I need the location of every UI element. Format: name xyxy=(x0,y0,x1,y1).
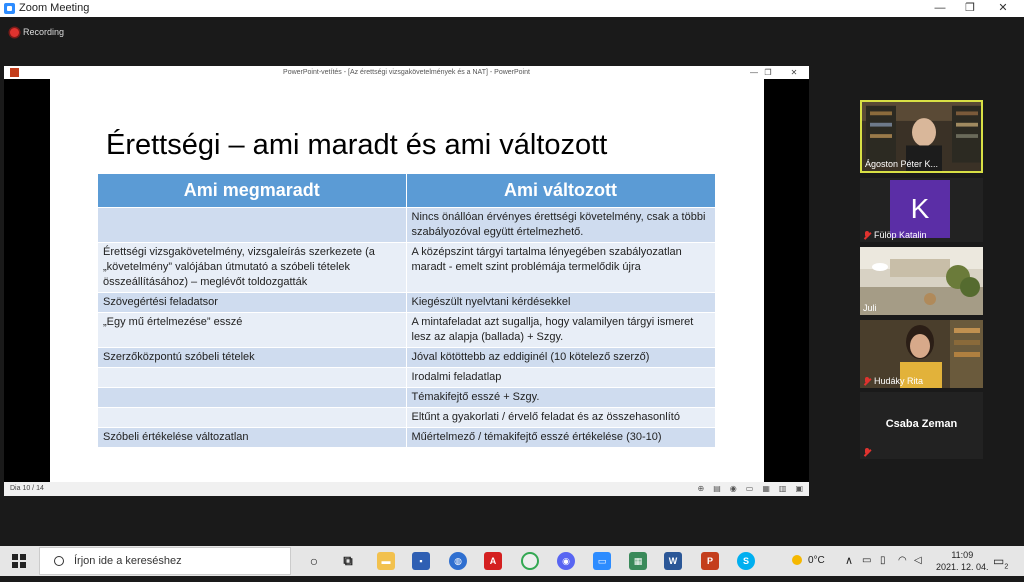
restore-button[interactable]: ❐ xyxy=(965,2,975,14)
ppt-statusbar xyxy=(4,482,809,496)
battery-icon[interactable]: ▯ xyxy=(880,555,886,566)
header-changed: Ami változott xyxy=(406,174,715,208)
comments-icon[interactable]: ◉ xyxy=(729,484,737,493)
recording-label: Recording xyxy=(23,27,65,37)
slide-counter: Dia 10 / 14 xyxy=(10,485,44,492)
notifications-icon[interactable]: $▭_2$ xyxy=(993,554,1009,571)
participant-tile[interactable] xyxy=(860,100,983,173)
cell-kept xyxy=(98,208,406,243)
file-explorer-icon[interactable]: ▬ xyxy=(377,552,395,570)
participant-avatar: K xyxy=(890,180,950,238)
ppt-window-title: PowerPoint-vetítés - [Az érettségi vizsgakövetelmények és a NAT] - PowerPoint xyxy=(283,69,530,76)
skype-icon[interactable]: S xyxy=(737,552,755,570)
mic-muted-icon xyxy=(863,448,871,457)
slide-title: Érettségi – ami maradt és ami változott xyxy=(106,129,608,161)
zoom-taskbar-icon[interactable]: ▭ xyxy=(593,552,611,570)
participant-name: Fülöp Katalin xyxy=(863,230,927,240)
accessibility-icon[interactable]: ⊕ xyxy=(697,484,705,493)
table-row xyxy=(98,368,715,388)
word-icon[interactable]: W xyxy=(664,552,682,570)
table-row xyxy=(98,428,715,448)
participant-tile[interactable] xyxy=(860,178,983,242)
cell-kept: Érettségi vizsgakövetelmény, vizsgaleírás szerkezete (a „követelmény” valójában útmutató a szóbeli tételek összeállításához) – meglévőt toldozgatták xyxy=(98,243,406,293)
slideshow-icon[interactable]: ▣ xyxy=(795,484,803,493)
powerpoint-taskbar-icon[interactable]: P xyxy=(701,552,719,570)
participant-tile[interactable] xyxy=(860,247,983,315)
calculator-icon[interactable]: ▦ xyxy=(629,552,647,570)
table-row xyxy=(98,348,715,368)
discord-icon[interactable]: ◉ xyxy=(557,552,575,570)
minimize-button[interactable]: — xyxy=(934,2,946,14)
task-view-icon[interactable]: ⧉ xyxy=(343,553,353,568)
cell-kept xyxy=(98,368,406,388)
reading-view-icon[interactable]: ▥ xyxy=(778,484,787,493)
weather-widget[interactable] xyxy=(792,546,825,576)
cell-kept xyxy=(98,388,406,408)
table-row xyxy=(98,408,715,428)
save-icon[interactable]: ▪ xyxy=(412,552,430,570)
cell-changed: Témakifejtő esszé + Szgy. xyxy=(406,388,715,408)
participant-name: Hudáky Rita xyxy=(863,376,923,386)
close-button[interactable]: ✕ xyxy=(998,2,1008,14)
wifi-icon[interactable]: ◠ xyxy=(898,555,907,566)
clock[interactable] xyxy=(936,549,989,579)
participant-tile[interactable] xyxy=(860,320,983,388)
table-row xyxy=(98,293,715,313)
zoom-app-icon xyxy=(4,3,15,14)
participant-status xyxy=(863,447,874,457)
cell-kept: Szerzőközpontú szóbeli tételek xyxy=(98,348,406,368)
cell-kept: Szóbeli értékelése változatlan xyxy=(98,428,406,448)
volume-icon[interactable]: ◁ xyxy=(914,555,922,566)
search-icon xyxy=(54,556,64,566)
notification-count: 2 xyxy=(1004,563,1009,571)
weather-temp: 0°C xyxy=(808,555,825,566)
participant-name: Juli xyxy=(863,303,877,313)
participant-name: Ágoston Péter K... xyxy=(865,159,939,169)
cell-changed: Nincs önállóan érvényes érettségi követelmény, csak a többi szabályozóval együtt értelmezhető. xyxy=(406,208,715,243)
cortana-icon[interactable]: ○ xyxy=(309,553,319,569)
taskbar xyxy=(0,546,1024,576)
participant-tile[interactable] xyxy=(860,392,983,459)
cell-kept xyxy=(98,408,406,428)
search-placeholder: Írjon ide a kereséshez xyxy=(74,555,182,567)
table-row xyxy=(98,208,715,243)
cell-changed: Műértelmező / témakifejtő esszé értékelése (30-10) xyxy=(406,428,715,448)
network-icon[interactable]: ▭ xyxy=(862,555,872,566)
normal-view-icon[interactable]: ▭ xyxy=(745,484,754,493)
acrobat-icon[interactable]: A xyxy=(484,552,502,570)
cell-changed: Eltűnt a gyakorlati / érvelő feladat és az összehasonlító xyxy=(406,408,715,428)
window-title: Zoom Meeting xyxy=(19,2,90,14)
chrome-icon[interactable] xyxy=(521,552,539,570)
mic-muted-icon xyxy=(863,231,871,240)
clock-date: 2021. 12. 04. xyxy=(936,562,989,572)
ppt-close-button[interactable]: ✕ xyxy=(790,68,798,77)
sorter-view-icon[interactable]: ▦ xyxy=(762,484,770,493)
slide-area xyxy=(4,79,809,482)
cell-changed: Kiegészült nyelvtani kérdésekkel xyxy=(406,293,715,313)
table-row xyxy=(98,388,715,408)
sun-icon xyxy=(792,555,802,565)
clock-time: 11:09 xyxy=(951,550,974,560)
cell-changed: A mintafeladat azt sugallja, hogy valamilyen tárgyi ismeret lesz az alapja (ballada) + Szgy. xyxy=(406,313,715,348)
slide xyxy=(50,79,764,482)
windows-start-icon[interactable] xyxy=(12,554,26,568)
ppt-restore-button[interactable]: ❐ xyxy=(764,68,772,77)
table-row xyxy=(98,313,715,348)
table-header-row xyxy=(98,174,715,208)
table-row xyxy=(98,243,715,293)
mic-muted-icon xyxy=(863,377,871,386)
cell-kept: „Egy mű értelmezése” esszé xyxy=(98,313,406,348)
view-controls xyxy=(698,482,804,496)
header-kept: Ami megmaradt xyxy=(98,174,406,208)
cell-changed: Jóval kötöttebb az eddiginél (10 kötelező szerző) xyxy=(406,348,715,368)
notes-icon[interactable]: ▤ xyxy=(713,484,721,493)
cell-kept: Szövegértési feladatsor xyxy=(98,293,406,313)
participant-video xyxy=(860,247,983,315)
record-icon xyxy=(10,28,19,37)
cell-changed: A középszint tárgyi tartalma lényegében szabályozatlan maradt - emelt szint problémája termelődik újra xyxy=(406,243,715,293)
tray-expand-icon[interactable]: ∧ xyxy=(845,555,854,567)
zoom-titlebar xyxy=(0,0,1024,17)
taskbar-search-box[interactable] xyxy=(39,547,291,575)
browser-icon[interactable]: ◍ xyxy=(449,552,467,570)
ppt-titlebar xyxy=(4,66,809,79)
recording-indicator[interactable] xyxy=(10,27,64,37)
powerpoint-icon xyxy=(10,68,19,77)
participant-name-large: Csaba Zeman xyxy=(885,418,958,430)
ppt-minimize-button[interactable]: — xyxy=(750,68,758,77)
cell-changed: Irodalmi feladatlap xyxy=(406,368,715,388)
comparison-table xyxy=(98,174,716,447)
shared-powerpoint-window xyxy=(4,66,809,496)
